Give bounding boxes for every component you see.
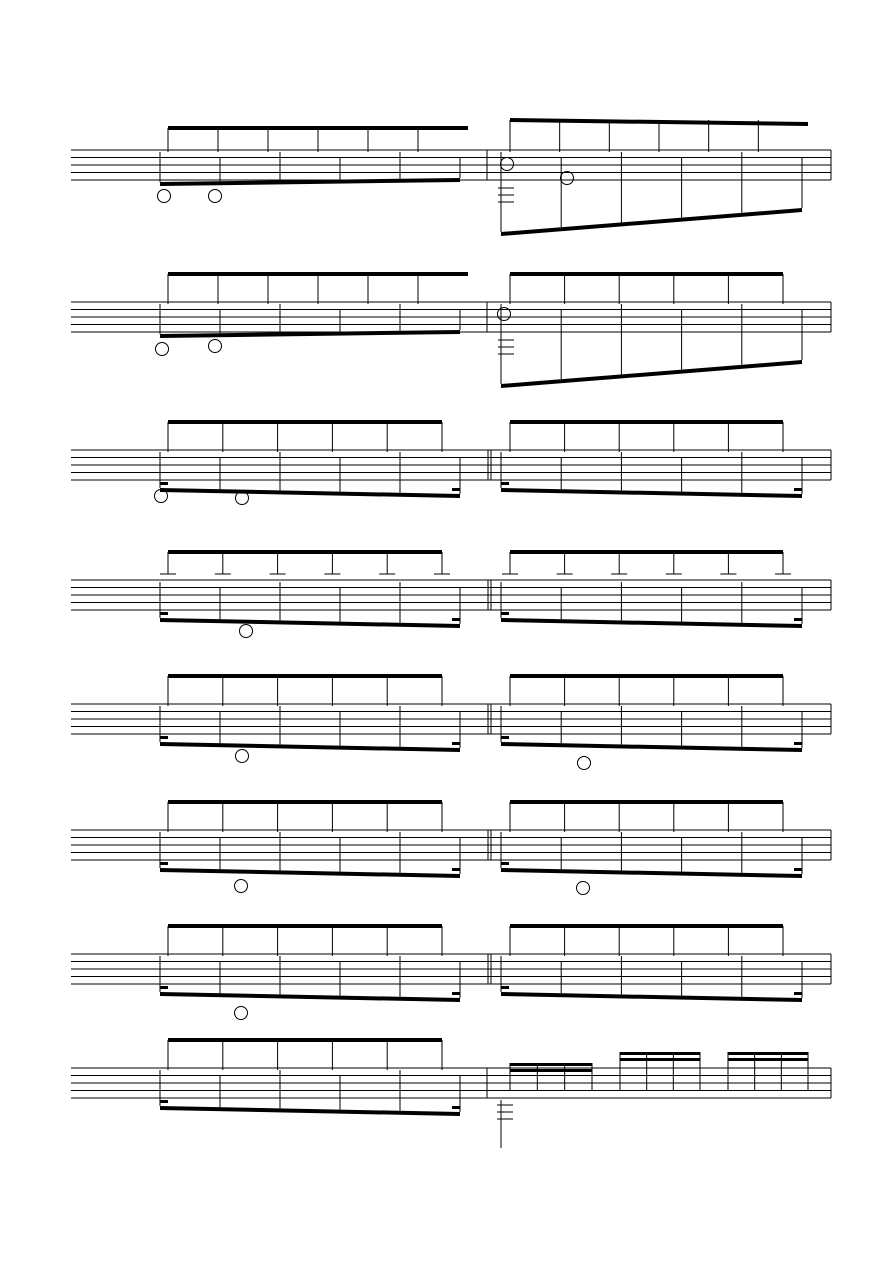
beam-upper — [168, 800, 442, 804]
beam-lower — [501, 360, 802, 388]
fingering-circle — [156, 343, 169, 356]
fingering-circle — [577, 882, 590, 895]
measure-1-1 — [158, 126, 469, 203]
flag — [794, 488, 802, 491]
flag — [501, 482, 509, 485]
beam-lower — [160, 1106, 460, 1116]
beam-upper — [168, 420, 442, 424]
flag — [160, 736, 168, 739]
measure-3-1 — [155, 420, 461, 505]
beam-lower — [501, 618, 802, 628]
beam-upper — [510, 674, 783, 678]
beam-upper — [168, 1038, 442, 1042]
flag — [160, 482, 168, 485]
fingering-circle — [561, 172, 574, 185]
measure-4-2 — [501, 550, 802, 628]
flag — [452, 992, 460, 995]
measure-4-1 — [160, 550, 460, 638]
beam-lower — [160, 618, 460, 628]
flag — [794, 742, 802, 745]
beam-upper — [510, 550, 783, 554]
measure-3-2 — [501, 420, 802, 498]
system-6 — [71, 800, 831, 895]
system-1 — [71, 118, 831, 236]
fingering-circle — [235, 1007, 248, 1020]
flag — [452, 742, 460, 745]
flag — [160, 862, 168, 865]
measure-6-1 — [160, 800, 460, 893]
flag — [160, 612, 168, 615]
flag — [160, 986, 168, 989]
flag — [452, 618, 460, 621]
flag — [160, 1100, 168, 1103]
measure-8-1 — [160, 1038, 460, 1116]
system-2 — [71, 272, 831, 388]
fingering-circle — [578, 757, 591, 770]
flag — [794, 618, 802, 621]
flag — [501, 736, 509, 739]
flag — [452, 488, 460, 491]
fingering-circle — [501, 158, 514, 171]
measure-7-2 — [501, 924, 802, 1002]
measure-5-1 — [160, 674, 460, 763]
beam-lower — [501, 488, 802, 498]
system-5 — [71, 674, 831, 770]
measure-1-2 — [498, 118, 808, 236]
system-4 — [71, 550, 831, 638]
flag — [794, 868, 802, 871]
beam-lower — [160, 868, 460, 878]
beam-lower — [501, 992, 802, 1002]
beam-upper — [168, 924, 442, 928]
fingering-circle — [235, 880, 248, 893]
fingering-circle — [236, 750, 249, 763]
flag — [501, 862, 509, 865]
system-3 — [71, 420, 831, 505]
system-8 — [71, 1038, 831, 1148]
beam-upper — [510, 1069, 592, 1072]
measure-2-1 — [156, 272, 469, 356]
beam-lower — [160, 178, 460, 186]
beam-lower — [160, 488, 460, 498]
beam-upper — [510, 924, 783, 928]
system-7 — [71, 924, 831, 1020]
measure-7-1 — [160, 924, 460, 1020]
measure-2-2 — [498, 272, 803, 388]
beam-upper — [620, 1052, 700, 1055]
beam-lower — [160, 742, 460, 752]
measure-5-2 — [501, 674, 802, 770]
flag — [452, 1106, 460, 1109]
flag — [794, 992, 802, 995]
fingering-circle — [158, 190, 171, 203]
beam-lower — [160, 992, 460, 1002]
beam-lower — [501, 742, 802, 752]
beam-lower — [501, 208, 802, 236]
flag — [501, 612, 509, 615]
beam-lower — [160, 330, 460, 338]
beam-upper — [728, 1052, 808, 1055]
beam-upper — [620, 1058, 700, 1061]
fingering-circle — [209, 340, 222, 353]
beam-upper — [728, 1058, 808, 1061]
fingering-circle — [209, 190, 222, 203]
flag — [452, 868, 460, 871]
beam-upper — [510, 420, 783, 424]
beam-upper — [168, 550, 442, 554]
beam-upper — [510, 800, 783, 804]
flag — [501, 986, 509, 989]
measure-6-2 — [501, 800, 802, 895]
beam-upper — [510, 1063, 592, 1066]
beam-upper — [168, 674, 442, 678]
fingering-circle — [240, 625, 253, 638]
beam-lower — [501, 868, 802, 878]
beam-upper — [510, 272, 783, 276]
measure-8-2 — [497, 1052, 808, 1148]
